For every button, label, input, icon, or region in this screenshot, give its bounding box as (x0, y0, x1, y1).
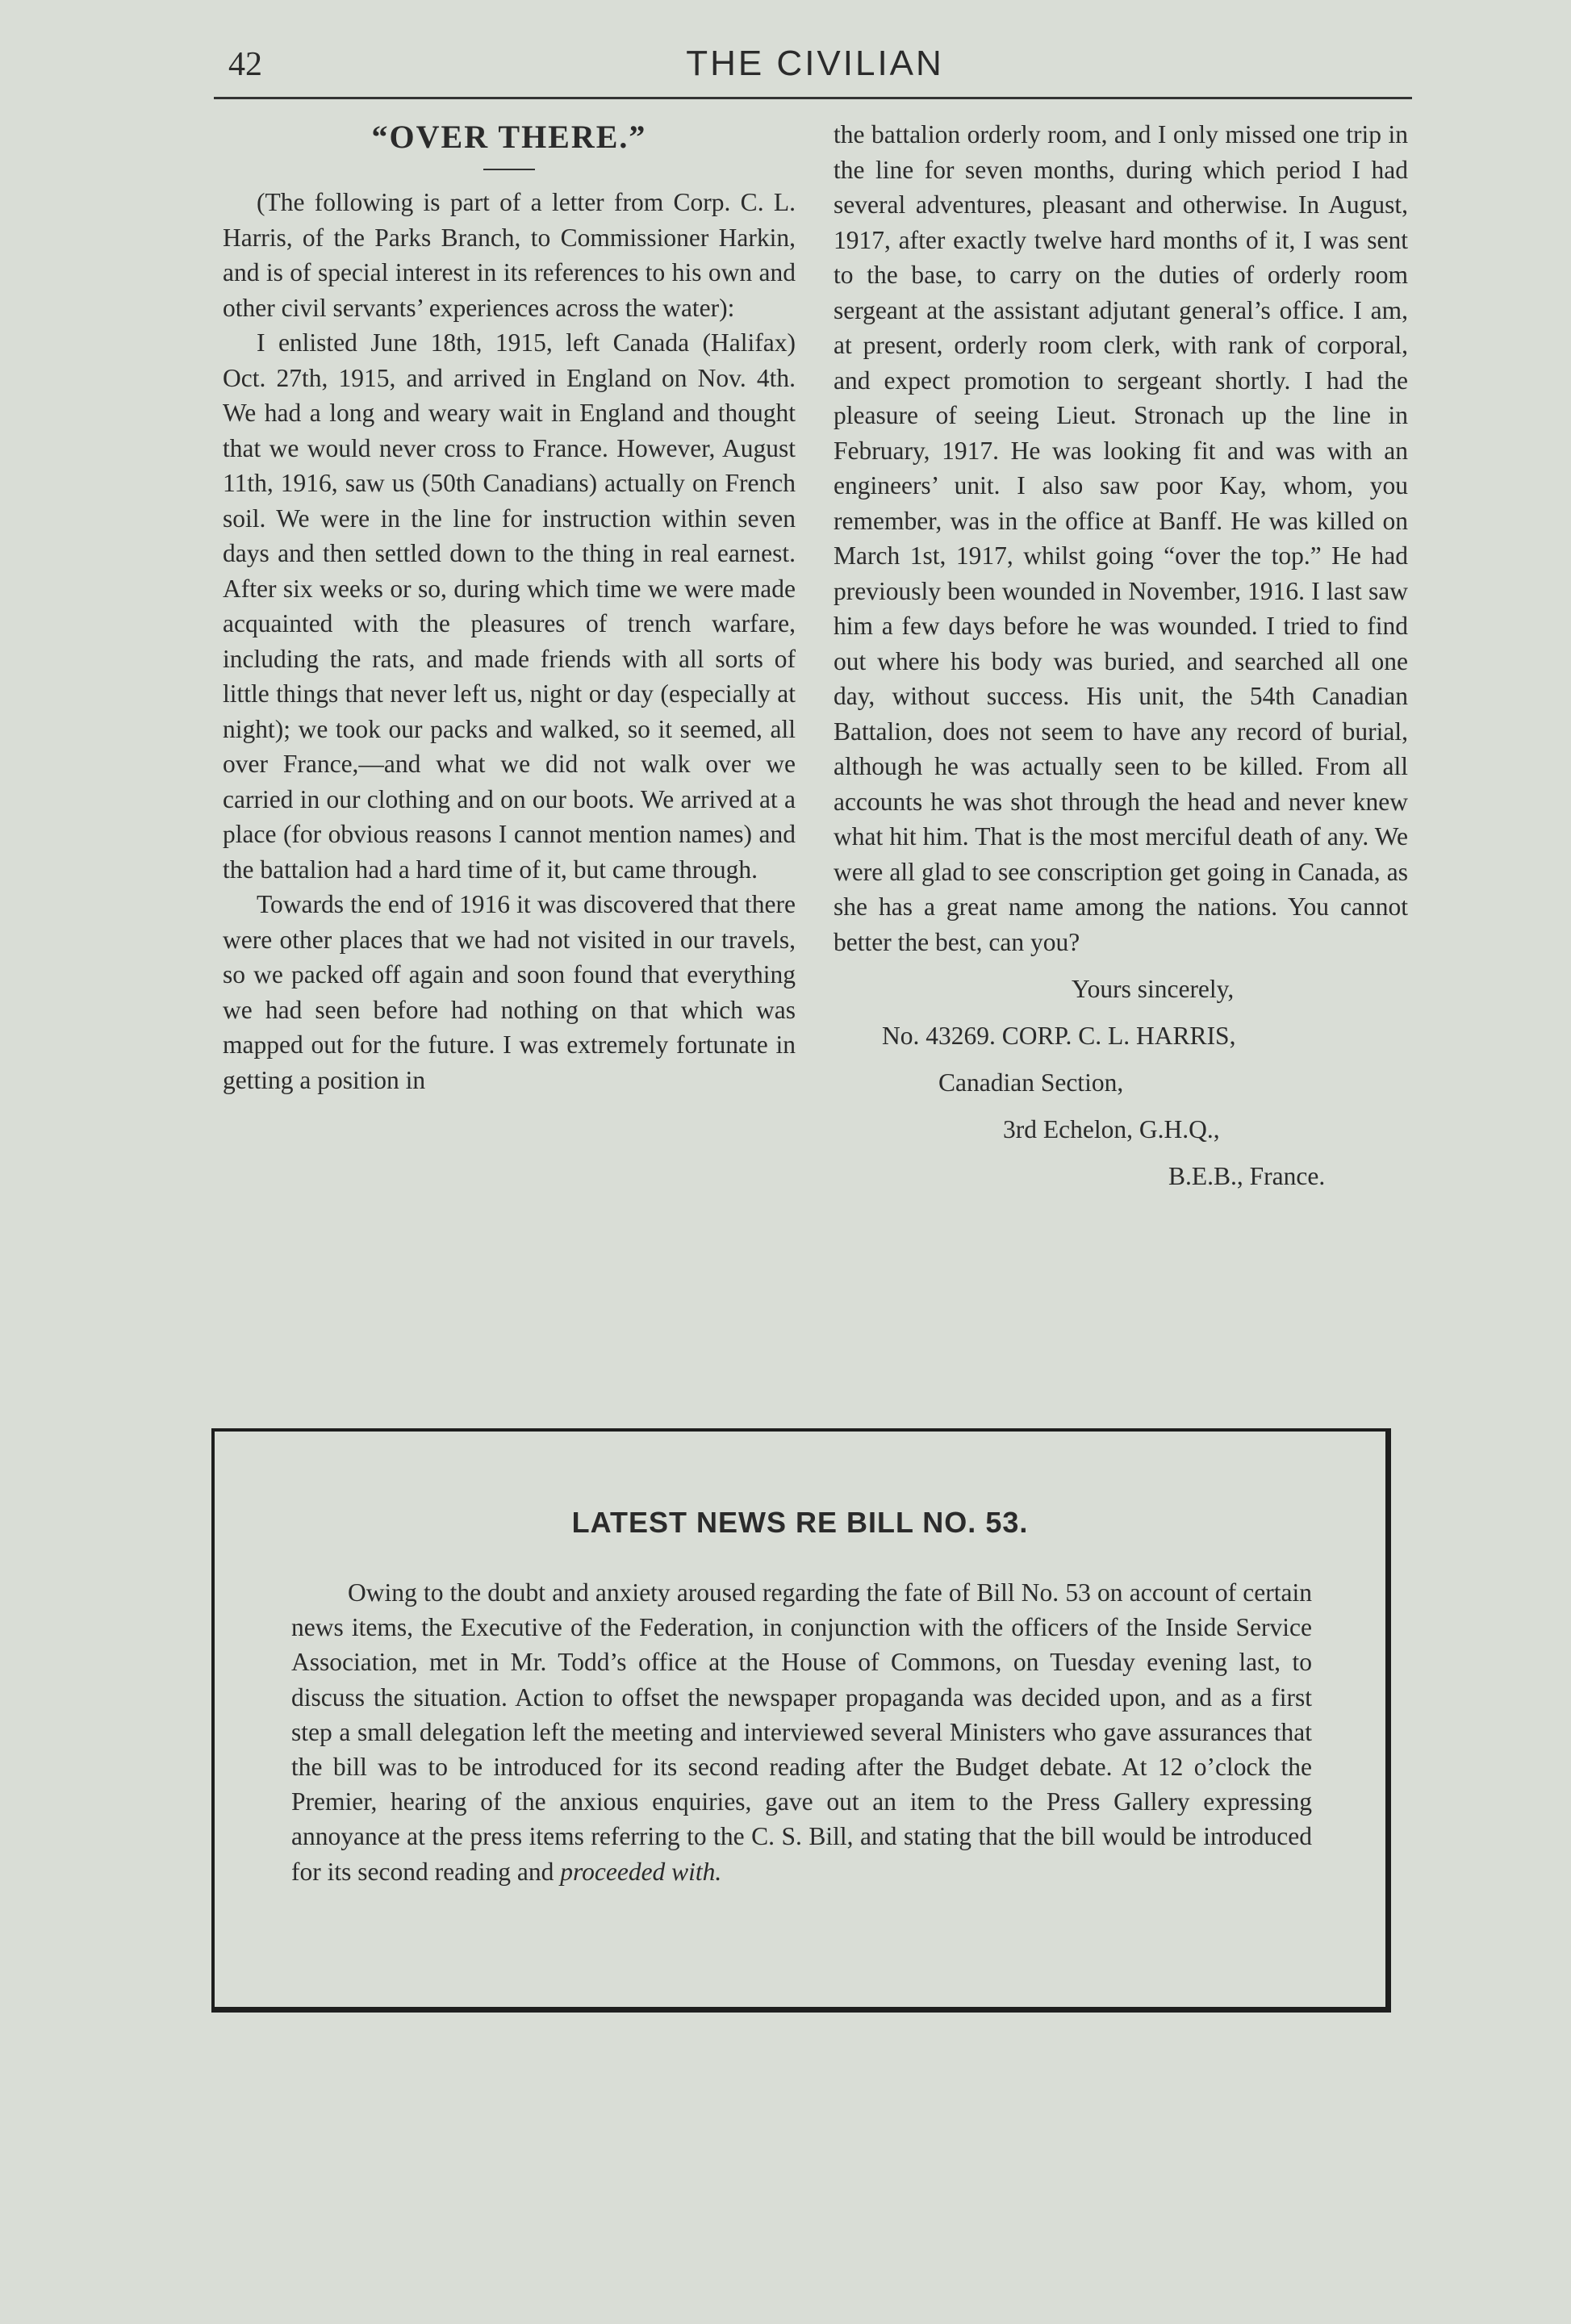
article-paragraph-continued: the battalion orderly room, and I only missed one trip in the line for seven months, during which period I had several adventures, pleasant and otherwise. In August, 1917, after exactly twelve hard months of it, I was sent to the base, to carry on the duties of orderly room sergeant at the assistant adjutant general’s office. I am, at present, orderly room clerk, with rank of corporal, and expect promotion to sergeant shortly. I had the pleasure of seeing Lieut. Stronach up the line in February, 1917. He was looking fit and was with an engineers’ unit. I also saw poor Kay, whom, you remember, was in the office at Banff. He was killed on March 1st, 1917, whilst going “over the top.” He had previously been wounded in November, 1916. I last saw him a few days before he was wounded. I tried to find out where his body was buried, and searched all one day, without success. His unit, the 54th Canadian Battalion, does not seem to have any record of burial, although he was actually seen to be killed. From all accounts he was shot through the head and never knew what hit him. That is the most merciful death of any. We were all glad to see conscription get going in Canada, as she has a great name among the nations. You cannot better the best, can you? (834, 120, 1408, 956)
signoff-section: Canadian Section, (938, 1068, 1124, 1097)
article-paragraph: I enlisted June 18th, 1915, left Canada (Halifax) Oct. 27th, 1915, and arrived in England on Nov. 4th. We had a long and weary wait in England and thought that we would never cross to France. However, August 11th, 1916, saw us (50th Canadians) actually on French soil. We were in the line for instruction within seven days and then settled down to the thing in real earnest. After six weeks or so, during which time we were made acquainted with the pleasures of trench warfare, including the rats, and made friends with all sorts of little things that never left us, night or day (especially at night); we took our packs and walked, so it seemed, all over France,—and what we did not walk over we carried in our clothing and on our boots. We arrived at a place (for obvious reasons I cannot mention names) and the battalion had a hard time of it, but came through. (223, 328, 796, 884)
news-box (211, 1428, 1391, 2013)
page-header (222, 42, 1408, 90)
article-title: “OVER THERE.” (371, 119, 647, 155)
title-rule (483, 169, 535, 170)
signoff-echelon: 3rd Echelon, G.H.Q., (1003, 1115, 1220, 1143)
news-title: LATEST NEWS RE BILL NO. 53. (571, 1506, 1029, 1539)
left-column (223, 117, 796, 1097)
news-paragraph (291, 1575, 1312, 1889)
signoff-place: B.E.B., France. (1168, 1162, 1326, 1190)
news-body-text: Owing to the doubt and anxiety aroused regarding the fate of Bill No. 53 on account of certain news items, the Executive of the Federation, in conjunction with the officers of the Inside Service Association, met in Mr. Todd’s office at the House of Commons, on Tuesday evening last, to discuss the situation. Action to offset the newspaper propaganda was decided upon, and as a first step a small delegation left the meeting and interviewed several Ministers who gave assurances that the bill was to be introduced for its second reading after the Budget debate. At 12 o’clock the Premier, hearing of the anxious enquiries, gave out an item to the Press Gallery expressing annoyance at the press items referring to the C. S. Bill, and stating that the bill would be introduced for its second reading and (291, 1578, 1312, 1886)
page-number: 42 (228, 46, 262, 83)
letter-signoff (834, 966, 1408, 1200)
running-title: THE CIVILIAN (686, 44, 944, 83)
signoff-closing: Yours sincerely, (1072, 975, 1235, 1003)
right-column (834, 117, 1408, 1200)
article-paragraph: Towards the end of 1916 it was discovered that there were other places that we had not visited in our travels, so we packed off again and soon found that everything we had seen before had nothing on that which was mapped out for the future. I was extremely fortunate in getting a position in (223, 890, 796, 1094)
header-rule (214, 97, 1412, 99)
article-intro: (The following is part of a letter from Corp. C. L. Harris, of the Parks Branch, to Commissioner Harkin, and is of special interest in its references to his own and other civil servants’ experiences across the water): (223, 188, 796, 322)
news-body (291, 1575, 1312, 1889)
news-body-italic: proceeded with. (560, 1857, 722, 1886)
signoff-name: No. 43269. CORP. C. L. HARRIS, (882, 1022, 1236, 1050)
